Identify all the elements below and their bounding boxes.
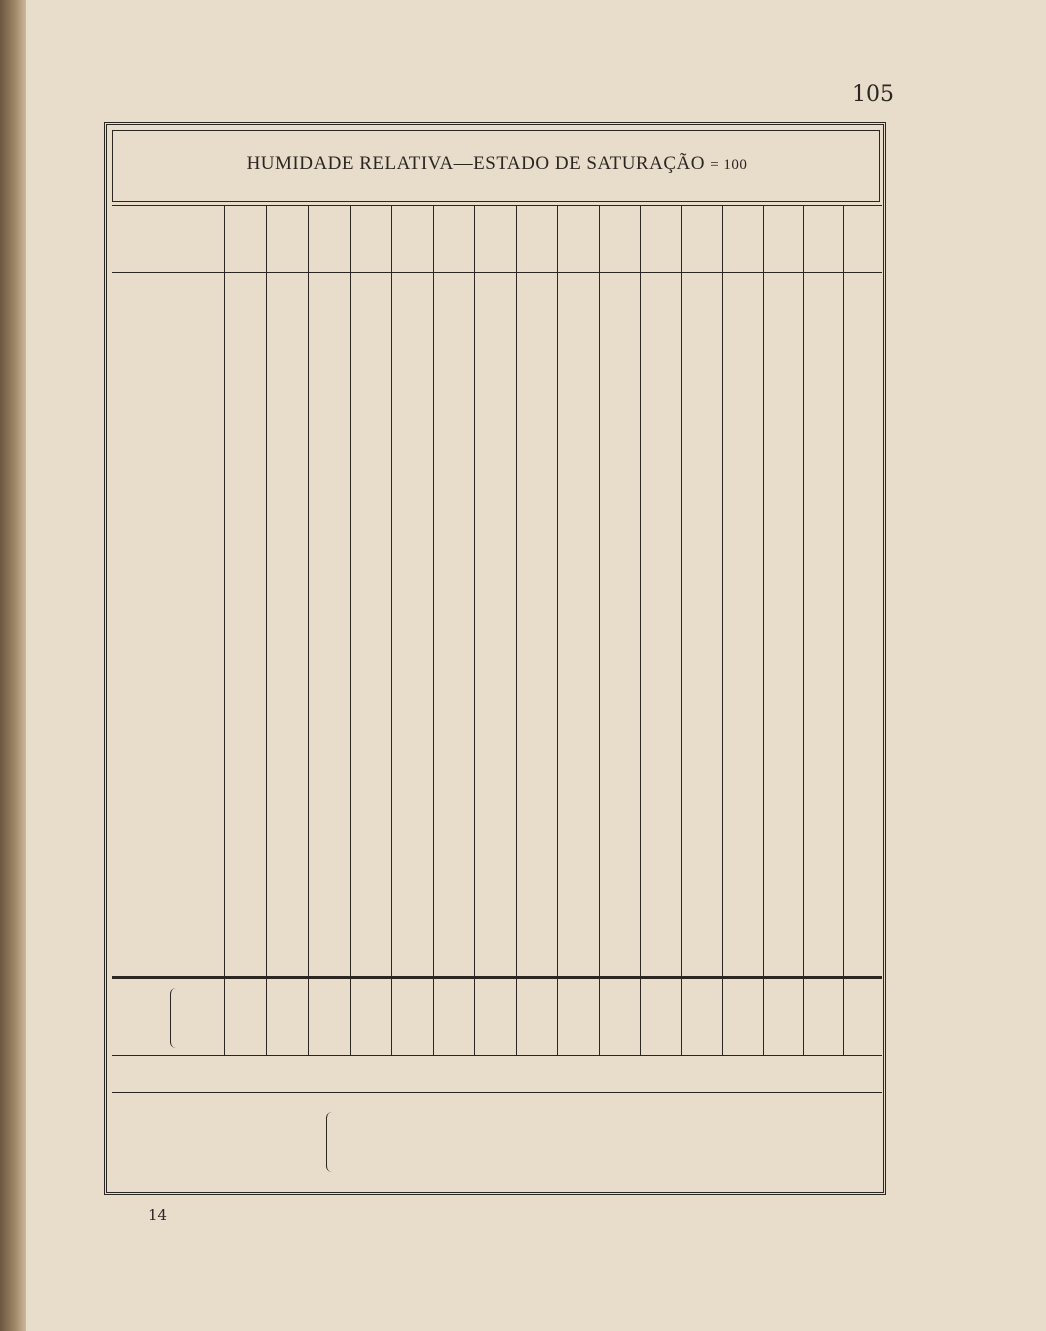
month-mean-top-rule <box>112 1055 882 1056</box>
column-divider <box>433 205 434 1055</box>
page-number: 105 <box>852 82 894 107</box>
column-divider <box>640 205 641 1055</box>
decade-brace <box>170 988 177 1048</box>
column-divider <box>516 205 517 1055</box>
footer-number: 14 <box>148 1206 168 1224</box>
column-divider <box>722 205 723 1055</box>
column-divider <box>557 205 558 1055</box>
column-divider <box>224 205 225 1055</box>
table-frame <box>104 122 886 1195</box>
column-divider <box>308 205 309 1055</box>
title-suffix: = 100 <box>710 157 748 173</box>
extremes-brace <box>326 1112 333 1172</box>
column-divider <box>599 205 600 1055</box>
column-divider <box>803 205 804 1055</box>
column-divider <box>266 205 267 1055</box>
summary-top-rule <box>112 976 882 979</box>
title-text: HUMIDADE RELATIVA—ESTADO DE SATURAÇÃO <box>246 153 705 174</box>
table-title <box>113 153 881 175</box>
column-divider <box>391 205 392 1055</box>
column-divider <box>350 205 351 1055</box>
column-divider <box>681 205 682 1055</box>
column-divider <box>474 205 475 1055</box>
header-bottom-rule <box>112 272 882 273</box>
book-spine <box>0 0 26 1331</box>
title-box <box>112 130 880 202</box>
header-top-rule <box>112 205 882 206</box>
month-mean-bottom-rule <box>112 1092 882 1093</box>
column-divider <box>843 205 844 1055</box>
column-divider <box>763 205 764 1055</box>
